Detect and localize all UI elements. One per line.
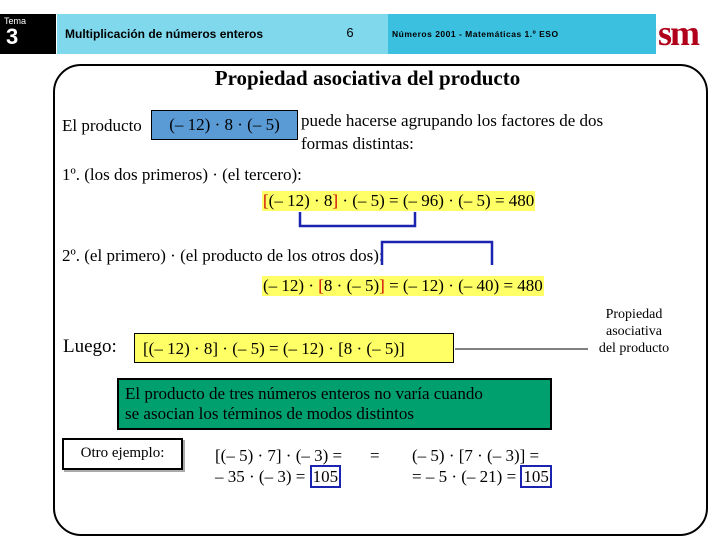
tema-number: 3 xyxy=(6,24,19,49)
section-title: Multiplicación de números enteros xyxy=(65,27,264,41)
example-equals: = xyxy=(370,446,380,465)
example-left-line2 xyxy=(215,467,341,487)
first-rbracket: ] xyxy=(332,191,339,210)
intro-suffix-line1: puede hacerse agrupando los factores de dos xyxy=(301,111,604,130)
conclusion-line1: El producto de tres números enteros no varía cuando xyxy=(125,384,483,403)
intro-suffix-line2: formas distintas: xyxy=(301,134,414,153)
second-heading: 2º. (el primero) · (el producto de los otros dos): xyxy=(62,246,384,265)
side-note xyxy=(588,306,680,357)
logo-text: sm xyxy=(658,13,698,53)
therefore-label: Luego: xyxy=(63,336,117,357)
intro-prefix: El producto xyxy=(62,116,142,135)
therefore-expression: [(– 12) · 8] · (– 5) = (– 12) · [8 · (– 5)] xyxy=(134,333,454,363)
page-number: 6 xyxy=(346,25,354,40)
side-note-line2: asociativa xyxy=(606,324,662,339)
first-lbracket: [ xyxy=(263,191,269,210)
second-rest: = (– 12) · (– 40) = 480 xyxy=(384,276,543,295)
example-right-expr: = – 5 · (– 21) = xyxy=(412,467,521,486)
example-label: Otro ejemplo: xyxy=(62,438,183,470)
side-note-line1: Propiedad xyxy=(605,307,663,322)
tema-label: Tema xyxy=(4,16,27,26)
example-left-line1: [(– 5) · 7] · (– 3) = xyxy=(215,446,343,465)
intro-expression: (– 12) · 8 · (– 5) xyxy=(151,110,298,140)
book-title: Números 2001 - Matemáticas 1.º ESO xyxy=(392,29,559,39)
example-left-expr: – 35 · (– 3) = xyxy=(215,467,310,486)
example-left-result: 105 xyxy=(310,465,342,488)
second-group: 8 · (– 5) xyxy=(323,276,380,295)
example-right-line2 xyxy=(412,467,552,487)
conclusion-box xyxy=(117,378,552,430)
second-rbracket: ] xyxy=(379,276,385,295)
side-note-line3: del producto xyxy=(598,341,670,356)
first-connector xyxy=(300,212,415,226)
first-heading: 1º. (los dos primeros) · (el tercero): xyxy=(62,165,302,184)
conclusion-line2: se asocian los términos de modos distintos xyxy=(125,404,414,423)
example-right-result: 105 xyxy=(520,465,552,488)
slide-title: Propiedad asociativa del producto xyxy=(214,66,521,90)
first-rest: · (– 5) = (– 96) · (– 5) = 480 xyxy=(338,191,535,210)
first-group: (– 12) · 8 xyxy=(268,191,333,210)
second-lbracket: [ xyxy=(318,276,324,295)
second-connector xyxy=(382,242,492,265)
second-prefix: (– 12) · xyxy=(263,276,319,295)
example-right-line1: (– 5) · [7 · (– 3)] = xyxy=(412,446,540,465)
